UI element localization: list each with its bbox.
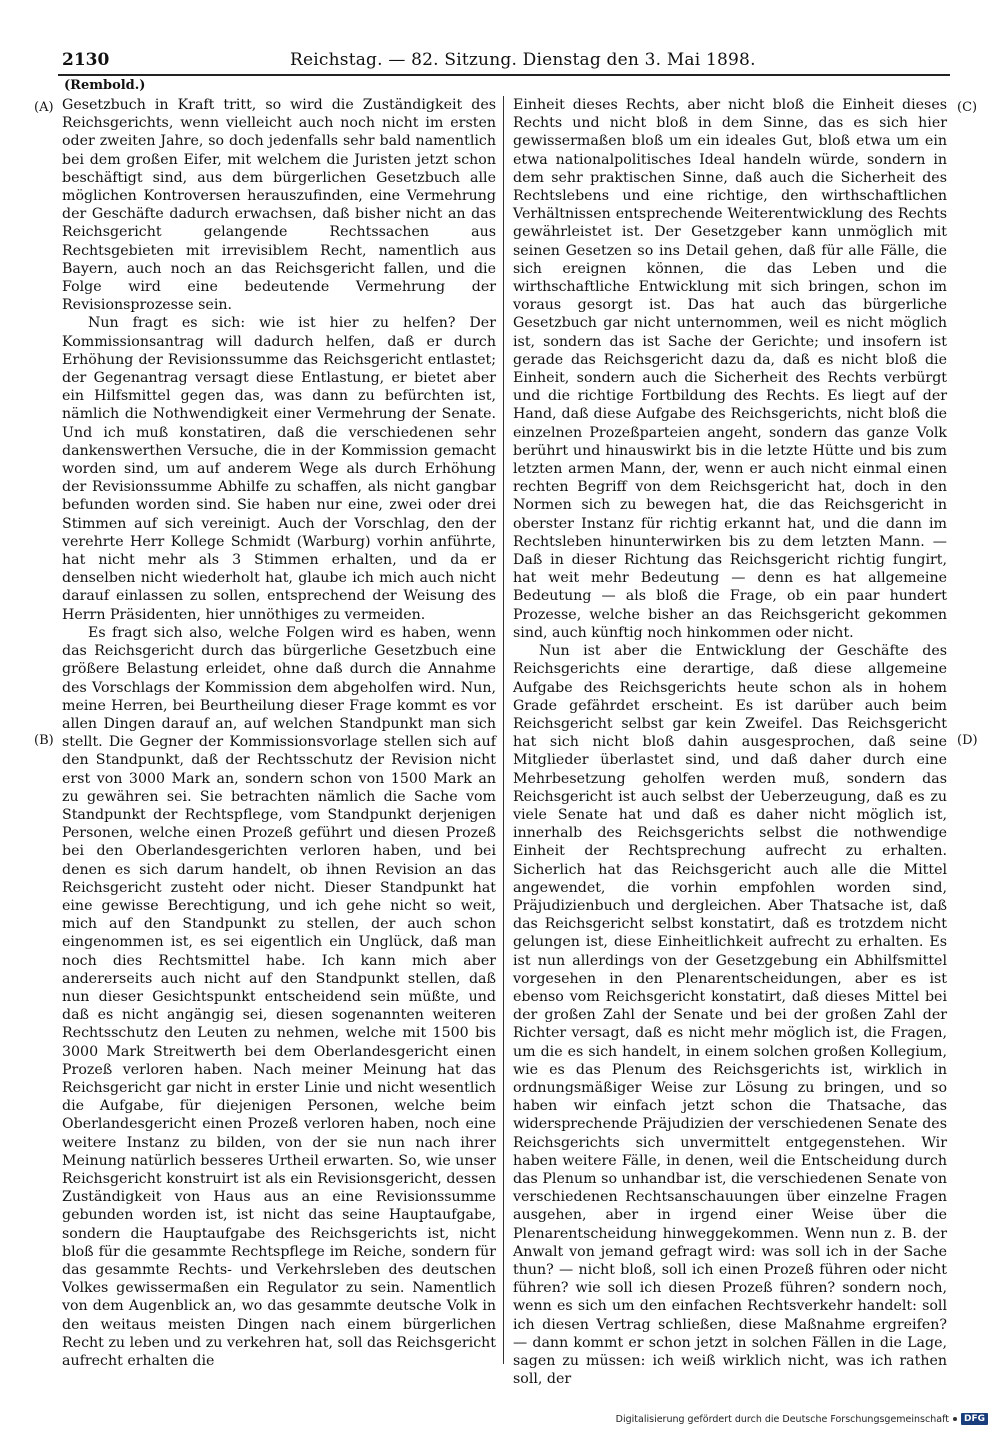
margin-marker-c: (C): [957, 100, 978, 115]
paragraph: Es fragt sich also, welche Folgen wird es haben, wenn das Reichsgericht durch das bürgerliche Gesetzbuch eine größere Belastung erleidet, ohne daß durch die Annahme des Vorschlags der Kommission dem abgeholfen wird. Nun, meine Herren, bei Beurtheilung dieser Frage kommt es vor allen Dingen darauf an, auf welchen Standpunkt man sich stellt. Die Gegner der Kommissionsvorlage stellen sich auf den Standpunkt, daß der Rechtsschutz der Revision nicht erst von 3000 Mark an, sondern schon von 1500 Mark an zu gewähren sei. Sie betrachten nämlich die Sache vom Standpunkt der Rechtspflege, vom Standpunkt derjenigen Personen, welche einen Prozeß geführt und diesen Prozeß bei den Oberlandesgerichten verloren haben, und bei denen es sich darum handelt, ob ihnen Revision an das Reichsgericht zusteht oder nicht. Dieser Standpunkt hat eine gewisse Berechtigung, und ich gehe nicht so weit, mich auf den Standpunkt zu stellen, der auch schon eingenommen ist, es sei eigentlich ein Unglück, daß man noch dies Rechtsmittel habe. Ich kann mich aber andererseits auch nicht auf den Standpunkt stellen, daß nun dieser Gesichtspunkt entscheidend sein müßte, und daß es nicht angängig sei, diesen sogenannten weiteren Rechtsschutz den Leuten zu nehmen, welche mit 1500 bis 3000 Mark Streitwerth bei dem Oberlandesgericht einen Prozeß verloren haben. Nach meiner Meinung hat das Reichsgericht gar nicht in erster Linie und nicht wesentlich die Aufgabe, für diejenigen Personen, welche beim Oberlandesgericht einen Prozeß verloren haben, noch eine weitere Instanz zu bilden, von der sie nun nach ihrer Meinung natürlich besseres Urtheil erwarten. So, wie unser Reichsgericht konstruirt ist als ein Revisionsgericht, dessen Zuständigkeit von Haus aus an eine Revisionssumme gebunden worden ist, ist nicht das seine Hauptaufgabe, sondern die Hauptaufgabe des Reichsgerichts ist, nicht bloß für die gesammte Rechtspflege im Reiche, sondern für das gesammte Rechts- und Verkehrsleben des deutschen Volkes gewissermaßen ein Regulator zu sein. Namentlich von dem Augenblick an, wo das gesammte deutsche Volk in den weitaus meisten Dingen nach einem bürgerlichen Recht zu leben und zu verkehren hat, soll das Reichsgericht aufrecht erhalten die: [62, 624, 496, 1370]
header-rule: [58, 74, 950, 76]
paragraph: Gesetzbuch in Kraft tritt, so wird die Zuständigkeit des Reichsgerichts, wenn vielleicht auch noch nicht im ersten oder zweiten Jahre, so doch jedenfalls sehr bald namentlich bei dem großen Eifer, mit welchem die Juristen jetzt schon beschäftigt sind, aus dem bürgerlichen Gesetzbuch alle möglichen Kontroversen herauszufinden, eine Vermehrung der Geschäfte dadurch erwachsen, daß bisher nicht an das Reichsgericht gelangende Rechtssachen aus Rechtsgebieten mit irrevisiblem Recht, namentlich aus Bayern, auch noch an das Reichsgericht fallen, und die Folge wird eine bedeutende Vermehrung der Revisionsprozesse sein.: [62, 97, 496, 314]
separator-dot: [953, 1417, 957, 1421]
page-header: [62, 48, 952, 72]
margin-marker-d: (D): [957, 733, 978, 748]
dfg-logo: DFG: [961, 1413, 988, 1425]
margin-marker-a: (A): [34, 100, 54, 115]
column-divider: [503, 96, 504, 1364]
paragraph: Nun fragt es sich: wie ist hier zu helfen? Der Kommissionsantrag will dadurch helfen, daß er durch Erhöhung der Revisionssumme das Reichsgericht entlastet; der Gegenantrag versagt diese Entlastung, er bietet aber ein Hilfsmittel gegen das, was dann zu befürchten ist, nämlich die Nothwendigkeit einer Vermehrung der Senate. Und ich muß konstatiren, daß die verschiedenen sehr dankenswerthen Versuche, die in der Kommission gemacht worden sind, um auf anderem Wege als durch Erhöhung der Revisionssumme Abhilfe zu schaffen, als nicht gangbar befunden worden sind. Sie haben nur eine, zwei oder drei Stimmen auf sich vereinigt. Auch der Vorschlag, den der verehrte Herr Kollege Schmidt (Warburg) vorhin anführte, hat nicht mehr als 3 Stimmen erhalten, und da er denselben nicht wiederholt hat, glaube ich mich auch nicht darauf einlassen zu sollen, entsprechend der Weisung des Herrn Präsidenten, hier unnöthiges zu vermeiden.: [62, 315, 496, 623]
left-text-column: [62, 96, 496, 1370]
page-number: 2130: [62, 50, 110, 70]
speaker-name: (Rembold.): [64, 78, 146, 93]
right-text-column: [513, 96, 947, 1388]
margin-marker-b: (B): [34, 733, 54, 748]
digitization-credit: [616, 1413, 988, 1425]
paragraph: Nun ist aber die Entwicklung der Geschäfte des Reichsgerichts eine derartige, daß diese allgemeine Aufgabe des Reichsgerichts heute schon als in hohem Grade gefährdet erscheint. Es ist darüber auch beim Reichsgericht selbst gar kein Zweifel. Das Reichsgericht hat sich nicht bloß dahin ausgesprochen, daß seine Mitglieder überlastet sind, und daß daher durch eine Mehrbesetzung geholfen werden muß, sondern das Reichsgericht ist auch selbst der Ueberzeugung, daß es zu viele Senate hat und daß es daher nicht möglich ist, innerhalb des Reichsgerichts selbst die nothwendige Einheit der Rechtsprechung aufrecht zu erhalten. Sicherlich hat das Reichsgericht auch alle die Mittel angewendet, die vorhin empfohlen worden sind, Präjudizienbuch und dergleichen. Aber Thatsache ist, daß das Reichsgericht selbst konstatirt, daß es trotzdem nicht gelungen ist, diese Einheitlichkeit aufrecht zu erhalten. Es ist nun allerdings von der Gesetzgebung ein Abhilfsmittel vorgesehen in den Plenarentscheidungen, aber es ist ebenso vom Reichsgericht konstatirt, daß dieses Mittel bei der großen Zahl der Senate und bei der großen Zahl der Richter versagt, daß es nicht mehr möglich ist, die Fragen, um die es sich handelt, in einem solchen großen Kollegium, wie es das Plenum des Reichsgerichts ist, wirklich in ordnungsmäßiger Weise zur Lösung zu bringen, und so haben wir einfach jetzt schon die Thatsache, das widersprechende Präjudizien der verschiedenen Senate des Reichsgerichts sich unvermittelt entgegenstehen. Wir haben weitere Fälle, in denen, weil die Entscheidung durch das Plenum so unhandbar ist, die verschiedenen Senate von verschiedenen Rechtsanschauungen über einzelne Fragen ausgehen, aber in irgend einer Weise über die Plenarentscheidung hinweggekommen. Wenn nun z. B. der Anwalt von jemand gefragt wird: was soll ich in der Sache thun? — nicht bloß, soll ich einen Prozeß führen oder nicht führen? wie soll ich diesen Prozeß führen? sondern noch, wenn es sich um den einfachen Rechtsverkehr handelt: soll ich diesen Vertrag schließen, diese Maßnahme ergreifen? — dann kommt er schon jetzt in solchen Fällen in die Lage, sagen zu müssen: ich weiß wirklich nicht, was ich rathen soll, der: [513, 643, 947, 1388]
page-running-title: Reichstag. — 82. Sitzung. Dienstag den 3. Mai 1898.: [290, 50, 756, 70]
paragraph: Einheit dieses Rechts, aber nicht bloß die Einheit dieses Rechts und nicht bloß in dem Sinne, das es sich hier gewissermaßen bloß um ein ideales Gut, bloß etwa um ein etwa nationalpolitisches Ideal handeln würde, sondern in dem sehr praktischen Sinne, daß auch die Sicherheit des Rechtslebens und eine richtige, den wirthschaftlichen Verhältnissen entsprechende Weiterentwicklung des Rechts gewährleistet ist. Der Gesetzgeber kann unmöglich mit seinen Gesetzen so ins Detail gehen, daß für alle Fälle, die sich ereignen können, die das Leben und die wirthschaftliche Entwicklung mit sich bringen, schon im voraus gesorgt ist. Das hat auch das bürgerliche Gesetzbuch gar nicht unternommen, weil es nicht möglich ist, sondern das ist Sache der Gerichte; und insofern ist gerade das Reichsgericht dazu da, daß es nicht bloß die Einheit, sondern auch die Sicherheit des Rechts verbürgt und die richtige Fortbildung des Rechts. Es liegt auf der Hand, daß diese Aufgabe des Reichsgerichts, nicht bloß die einzelnen Prozeßparteien angeht, sondern das ganze Volk berührt und hinauswirkt bis in die letzte Hütte und bis zum letzten armen Mann, der, wenn er auch nicht einmal einen rechten Begriff von dem Reichsgericht hat, doch in den Normen sich zu bewegen hat, die das Reichsgericht in oberster Instanz für richtig erkannt hat, und die dann im Rechtsleben hinunterwirken bis zu dem letzten Mann. — Daß in dieser Richtung das Reichsgericht richtig fungirt, hat weit mehr Bedeutung — denn es hat allgemeine Bedeutung — als bloß die Frage, ob ein paar hundert Prozesse, welche bisher an das Reichsgericht gekommen sind, auch künftig noch hinkommen oder nicht.: [513, 97, 947, 641]
credit-text: Digitalisierung gefördert durch die Deutsche Forschungsgemeinschaft: [615, 1413, 949, 1425]
